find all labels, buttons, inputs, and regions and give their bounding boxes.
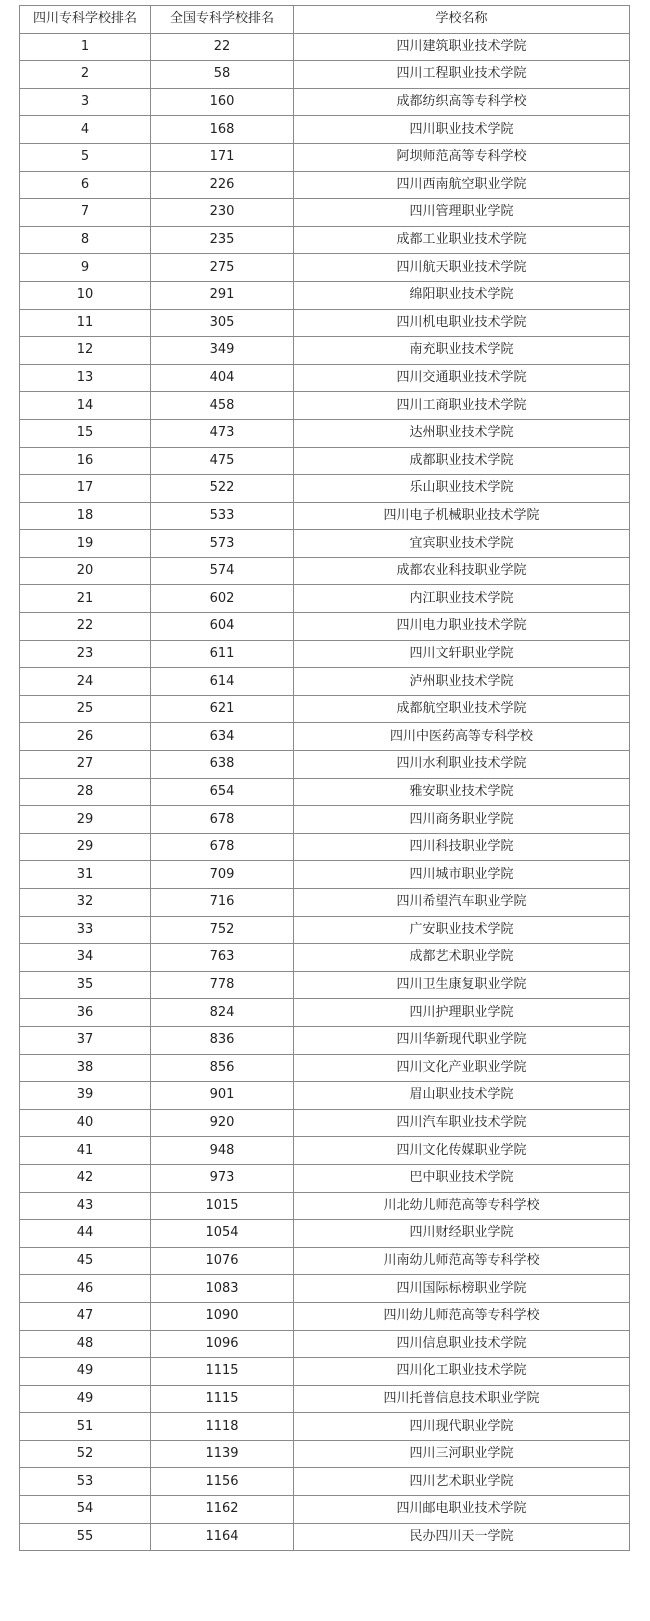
table-row	[20, 1440, 630, 1468]
cell-school-name: 川南幼儿师范高等专科学校	[294, 1247, 630, 1275]
cell-national-rank: 1096	[151, 1330, 294, 1358]
cell-sichuan-rank: 21	[20, 585, 151, 613]
cell-school-name: 成都农业科技职业学院	[294, 557, 630, 585]
cell-sichuan-rank: 32	[20, 889, 151, 917]
cell-school-name: 巴中职业技术学院	[294, 1164, 630, 1192]
cell-sichuan-rank: 2	[20, 61, 151, 89]
cell-national-rank: 1162	[151, 1496, 294, 1524]
table-row	[20, 33, 630, 61]
cell-national-rank: 1090	[151, 1302, 294, 1330]
header-national-rank: 全国专科学校排名	[151, 6, 294, 34]
cell-school-name: 广安职业技术学院	[294, 916, 630, 944]
cell-sichuan-rank: 29	[20, 833, 151, 861]
cell-school-name: 成都艺术职业学院	[294, 944, 630, 972]
cell-school-name: 宜宾职业技术学院	[294, 530, 630, 558]
cell-national-rank: 654	[151, 778, 294, 806]
cell-school-name: 四川财经职业学院	[294, 1220, 630, 1248]
table-row	[20, 557, 630, 585]
cell-national-rank: 235	[151, 226, 294, 254]
cell-national-rank: 230	[151, 199, 294, 227]
table-row	[20, 1109, 630, 1137]
table-row	[20, 585, 630, 613]
ranking-table-container	[19, 5, 629, 1551]
cell-school-name: 阿坝师范高等专科学校	[294, 143, 630, 171]
table-row	[20, 1192, 630, 1220]
cell-national-rank: 22	[151, 33, 294, 61]
cell-school-name: 雅安职业技术学院	[294, 778, 630, 806]
cell-national-rank: 621	[151, 695, 294, 723]
cell-school-name: 绵阳职业技术学院	[294, 281, 630, 309]
cell-sichuan-rank: 46	[20, 1275, 151, 1303]
cell-national-rank: 716	[151, 889, 294, 917]
table-header-row	[20, 6, 630, 34]
cell-school-name: 达州职业技术学院	[294, 419, 630, 447]
table-row	[20, 143, 630, 171]
cell-sichuan-rank: 53	[20, 1468, 151, 1496]
cell-national-rank: 778	[151, 971, 294, 999]
cell-sichuan-rank: 48	[20, 1330, 151, 1358]
cell-school-name: 泸州职业技术学院	[294, 668, 630, 696]
cell-national-rank: 171	[151, 143, 294, 171]
table-row	[20, 778, 630, 806]
table-row	[20, 171, 630, 199]
cell-sichuan-rank: 25	[20, 695, 151, 723]
cell-sichuan-rank: 40	[20, 1109, 151, 1137]
cell-national-rank: 948	[151, 1137, 294, 1165]
cell-sichuan-rank: 4	[20, 116, 151, 144]
cell-national-rank: 678	[151, 806, 294, 834]
cell-sichuan-rank: 35	[20, 971, 151, 999]
table-row	[20, 61, 630, 89]
cell-school-name: 四川西南航空职业学院	[294, 171, 630, 199]
cell-sichuan-rank: 13	[20, 364, 151, 392]
cell-sichuan-rank: 38	[20, 1054, 151, 1082]
cell-national-rank: 634	[151, 723, 294, 751]
table-row	[20, 916, 630, 944]
cell-national-rank: 404	[151, 364, 294, 392]
table-row	[20, 199, 630, 227]
table-row	[20, 419, 630, 447]
table-row	[20, 1220, 630, 1248]
cell-sichuan-rank: 7	[20, 199, 151, 227]
cell-national-rank: 533	[151, 502, 294, 530]
cell-school-name: 四川汽车职业技术学院	[294, 1109, 630, 1137]
table-row	[20, 640, 630, 668]
table-row	[20, 1413, 630, 1441]
cell-sichuan-rank: 16	[20, 447, 151, 475]
header-school-name: 学校名称	[294, 6, 630, 34]
table-row	[20, 116, 630, 144]
table-row	[20, 309, 630, 337]
cell-school-name: 四川化工职业技术学院	[294, 1358, 630, 1386]
cell-sichuan-rank: 8	[20, 226, 151, 254]
cell-school-name: 四川三河职业学院	[294, 1440, 630, 1468]
cell-school-name: 成都工业职业技术学院	[294, 226, 630, 254]
cell-sichuan-rank: 41	[20, 1137, 151, 1165]
cell-sichuan-rank: 14	[20, 392, 151, 420]
table-row	[20, 1385, 630, 1413]
cell-national-rank: 275	[151, 254, 294, 282]
table-row	[20, 999, 630, 1027]
cell-national-rank: 1076	[151, 1247, 294, 1275]
cell-school-name: 四川文轩职业学院	[294, 640, 630, 668]
cell-national-rank: 573	[151, 530, 294, 558]
cell-school-name: 四川幼儿师范高等专科学校	[294, 1302, 630, 1330]
cell-national-rank: 602	[151, 585, 294, 613]
header-sichuan-rank: 四川专科学校排名	[20, 6, 151, 34]
table-row	[20, 1054, 630, 1082]
cell-sichuan-rank: 29	[20, 806, 151, 834]
cell-national-rank: 836	[151, 1026, 294, 1054]
cell-sichuan-rank: 27	[20, 751, 151, 779]
cell-school-name: 四川商务职业学院	[294, 806, 630, 834]
cell-school-name: 四川交通职业技术学院	[294, 364, 630, 392]
cell-sichuan-rank: 51	[20, 1413, 151, 1441]
cell-sichuan-rank: 9	[20, 254, 151, 282]
cell-school-name: 四川现代职业学院	[294, 1413, 630, 1441]
cell-school-name: 成都纺织高等专科学校	[294, 88, 630, 116]
table-row	[20, 1137, 630, 1165]
cell-school-name: 乐山职业技术学院	[294, 475, 630, 503]
table-row	[20, 337, 630, 365]
cell-sichuan-rank: 31	[20, 861, 151, 889]
cell-national-rank: 678	[151, 833, 294, 861]
table-row	[20, 944, 630, 972]
cell-school-name: 四川建筑职业技术学院	[294, 33, 630, 61]
cell-sichuan-rank: 45	[20, 1247, 151, 1275]
cell-sichuan-rank: 39	[20, 1082, 151, 1110]
cell-school-name: 四川邮电职业技术学院	[294, 1496, 630, 1524]
cell-school-name: 四川科技职业学院	[294, 833, 630, 861]
cell-sichuan-rank: 37	[20, 1026, 151, 1054]
table-row	[20, 695, 630, 723]
cell-sichuan-rank: 10	[20, 281, 151, 309]
cell-national-rank: 973	[151, 1164, 294, 1192]
table-row	[20, 502, 630, 530]
cell-sichuan-rank: 33	[20, 916, 151, 944]
table-row	[20, 751, 630, 779]
cell-national-rank: 856	[151, 1054, 294, 1082]
cell-sichuan-rank: 24	[20, 668, 151, 696]
cell-school-name: 民办四川天一学院	[294, 1523, 630, 1551]
cell-national-rank: 160	[151, 88, 294, 116]
cell-school-name: 四川中医药高等专科学校	[294, 723, 630, 751]
cell-national-rank: 1054	[151, 1220, 294, 1248]
cell-school-name: 川北幼儿师范高等专科学校	[294, 1192, 630, 1220]
cell-sichuan-rank: 15	[20, 419, 151, 447]
cell-school-name: 四川信息职业技术学院	[294, 1330, 630, 1358]
cell-sichuan-rank: 49	[20, 1385, 151, 1413]
cell-school-name: 四川华新现代职业学院	[294, 1026, 630, 1054]
cell-school-name: 四川水利职业技术学院	[294, 751, 630, 779]
table-body	[20, 33, 630, 1551]
cell-school-name: 四川管理职业学院	[294, 199, 630, 227]
cell-sichuan-rank: 26	[20, 723, 151, 751]
cell-school-name: 四川工程职业技术学院	[294, 61, 630, 89]
cell-national-rank: 638	[151, 751, 294, 779]
cell-sichuan-rank: 11	[20, 309, 151, 337]
table-row	[20, 1275, 630, 1303]
table-row	[20, 1082, 630, 1110]
cell-national-rank: 1083	[151, 1275, 294, 1303]
table-row	[20, 833, 630, 861]
cell-national-rank: 522	[151, 475, 294, 503]
cell-sichuan-rank: 47	[20, 1302, 151, 1330]
cell-sichuan-rank: 6	[20, 171, 151, 199]
cell-sichuan-rank: 12	[20, 337, 151, 365]
table-row	[20, 1247, 630, 1275]
cell-sichuan-rank: 5	[20, 143, 151, 171]
cell-national-rank: 611	[151, 640, 294, 668]
cell-school-name: 眉山职业技术学院	[294, 1082, 630, 1110]
cell-school-name: 四川城市职业学院	[294, 861, 630, 889]
cell-national-rank: 1118	[151, 1413, 294, 1441]
cell-sichuan-rank: 52	[20, 1440, 151, 1468]
table-row	[20, 806, 630, 834]
cell-school-name: 四川电子机械职业技术学院	[294, 502, 630, 530]
cell-school-name: 成都航空职业技术学院	[294, 695, 630, 723]
school-ranking-table	[19, 5, 630, 1551]
cell-sichuan-rank: 42	[20, 1164, 151, 1192]
cell-national-rank: 709	[151, 861, 294, 889]
cell-sichuan-rank: 55	[20, 1523, 151, 1551]
cell-national-rank: 58	[151, 61, 294, 89]
cell-sichuan-rank: 23	[20, 640, 151, 668]
cell-national-rank: 1156	[151, 1468, 294, 1496]
table-row	[20, 1523, 630, 1551]
cell-school-name: 南充职业技术学院	[294, 337, 630, 365]
cell-national-rank: 901	[151, 1082, 294, 1110]
cell-school-name: 四川职业技术学院	[294, 116, 630, 144]
table-row	[20, 88, 630, 116]
cell-national-rank: 349	[151, 337, 294, 365]
cell-national-rank: 1115	[151, 1385, 294, 1413]
cell-school-name: 四川文化传媒职业学院	[294, 1137, 630, 1165]
table-row	[20, 971, 630, 999]
cell-national-rank: 226	[151, 171, 294, 199]
cell-national-rank: 920	[151, 1109, 294, 1137]
cell-national-rank: 824	[151, 999, 294, 1027]
cell-school-name: 四川机电职业技术学院	[294, 309, 630, 337]
cell-sichuan-rank: 19	[20, 530, 151, 558]
table-row	[20, 668, 630, 696]
cell-school-name: 四川艺术职业学院	[294, 1468, 630, 1496]
table-row	[20, 723, 630, 751]
cell-school-name: 四川希望汽车职业学院	[294, 889, 630, 917]
table-row	[20, 1330, 630, 1358]
cell-school-name: 四川国际标榜职业学院	[294, 1275, 630, 1303]
table-row	[20, 613, 630, 641]
table-row	[20, 1468, 630, 1496]
table-row	[20, 447, 630, 475]
cell-national-rank: 604	[151, 613, 294, 641]
cell-sichuan-rank: 1	[20, 33, 151, 61]
cell-sichuan-rank: 36	[20, 999, 151, 1027]
table-row	[20, 861, 630, 889]
table-row	[20, 530, 630, 558]
cell-sichuan-rank: 49	[20, 1358, 151, 1386]
table-row	[20, 1302, 630, 1330]
cell-school-name: 成都职业技术学院	[294, 447, 630, 475]
cell-national-rank: 574	[151, 557, 294, 585]
cell-school-name: 四川卫生康复职业学院	[294, 971, 630, 999]
table-row	[20, 1026, 630, 1054]
cell-national-rank: 1164	[151, 1523, 294, 1551]
table-row	[20, 392, 630, 420]
cell-sichuan-rank: 44	[20, 1220, 151, 1248]
cell-national-rank: 305	[151, 309, 294, 337]
cell-national-rank: 763	[151, 944, 294, 972]
cell-national-rank: 291	[151, 281, 294, 309]
table-row	[20, 364, 630, 392]
table-row	[20, 1164, 630, 1192]
table-row	[20, 281, 630, 309]
cell-sichuan-rank: 43	[20, 1192, 151, 1220]
cell-national-rank: 168	[151, 116, 294, 144]
cell-school-name: 四川航天职业技术学院	[294, 254, 630, 282]
cell-sichuan-rank: 54	[20, 1496, 151, 1524]
cell-school-name: 四川文化产业职业学院	[294, 1054, 630, 1082]
cell-national-rank: 1015	[151, 1192, 294, 1220]
cell-national-rank: 752	[151, 916, 294, 944]
cell-sichuan-rank: 18	[20, 502, 151, 530]
cell-national-rank: 475	[151, 447, 294, 475]
table-row	[20, 226, 630, 254]
cell-sichuan-rank: 34	[20, 944, 151, 972]
cell-school-name: 四川电力职业技术学院	[294, 613, 630, 641]
cell-sichuan-rank: 28	[20, 778, 151, 806]
cell-sichuan-rank: 20	[20, 557, 151, 585]
table-row	[20, 254, 630, 282]
table-row	[20, 889, 630, 917]
cell-sichuan-rank: 3	[20, 88, 151, 116]
cell-national-rank: 1115	[151, 1358, 294, 1386]
cell-national-rank: 473	[151, 419, 294, 447]
cell-school-name: 内江职业技术学院	[294, 585, 630, 613]
table-row	[20, 475, 630, 503]
cell-school-name: 四川托普信息技术职业学院	[294, 1385, 630, 1413]
cell-school-name: 四川护理职业学院	[294, 999, 630, 1027]
cell-national-rank: 614	[151, 668, 294, 696]
cell-school-name: 四川工商职业技术学院	[294, 392, 630, 420]
cell-sichuan-rank: 17	[20, 475, 151, 503]
cell-national-rank: 1139	[151, 1440, 294, 1468]
cell-sichuan-rank: 22	[20, 613, 151, 641]
cell-national-rank: 458	[151, 392, 294, 420]
table-row	[20, 1358, 630, 1386]
table-row	[20, 1496, 630, 1524]
